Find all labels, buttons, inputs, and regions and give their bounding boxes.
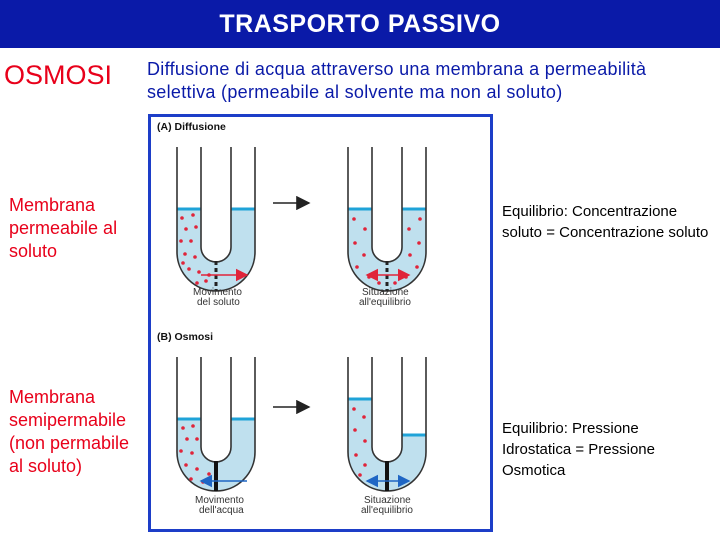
tube-a-equilibrium xyxy=(348,147,426,291)
caption-b-right-2: all'equilibrio xyxy=(361,505,413,516)
caption-a-left-1: Movimento xyxy=(193,287,242,298)
tube-a-initial xyxy=(177,147,255,291)
topic-label: OSMOSI xyxy=(4,60,113,90)
caption-a-right-1: Situazione xyxy=(362,287,409,298)
title-banner xyxy=(0,0,720,48)
osmosis-equilibrium-label: Equilibrio: Pressione Idrostatica = Pressione Osmotica xyxy=(502,420,655,479)
panel-b-heading: (B) Osmosi xyxy=(157,331,214,343)
diffusion-osmosis-figure xyxy=(148,114,493,532)
figure-canvas xyxy=(151,117,491,530)
page-title: TRASPORTO PASSIVO xyxy=(219,9,501,38)
osmosis-membrane-label: Membrana semipermabile (non permabile al soluto) xyxy=(9,387,130,476)
caption-a-right-2: all'equilibrio xyxy=(359,297,411,308)
definition-text: Diffusione di acqua attraverso una membrana a permeabilità selettiva (permeabile al solvente ma non al soluto) xyxy=(147,59,647,102)
caption-a-left-2: del soluto xyxy=(197,297,240,308)
caption-b-left-2: dell'acqua xyxy=(199,505,244,516)
caption-b-left-1: Movimento xyxy=(195,495,244,506)
diffusion-equilibrium-label: Equilibrio: Concentrazione soluto = Concentrazione soluto xyxy=(502,203,709,241)
tube-b-equilibrium xyxy=(348,357,426,491)
panel-a-heading: (A) Diffusione xyxy=(157,121,226,133)
caption-b-right-1: Situazione xyxy=(364,495,411,506)
tube-b-initial xyxy=(177,357,255,491)
diffusion-membrane-label: Membrana permeabile al soluto xyxy=(9,195,118,261)
